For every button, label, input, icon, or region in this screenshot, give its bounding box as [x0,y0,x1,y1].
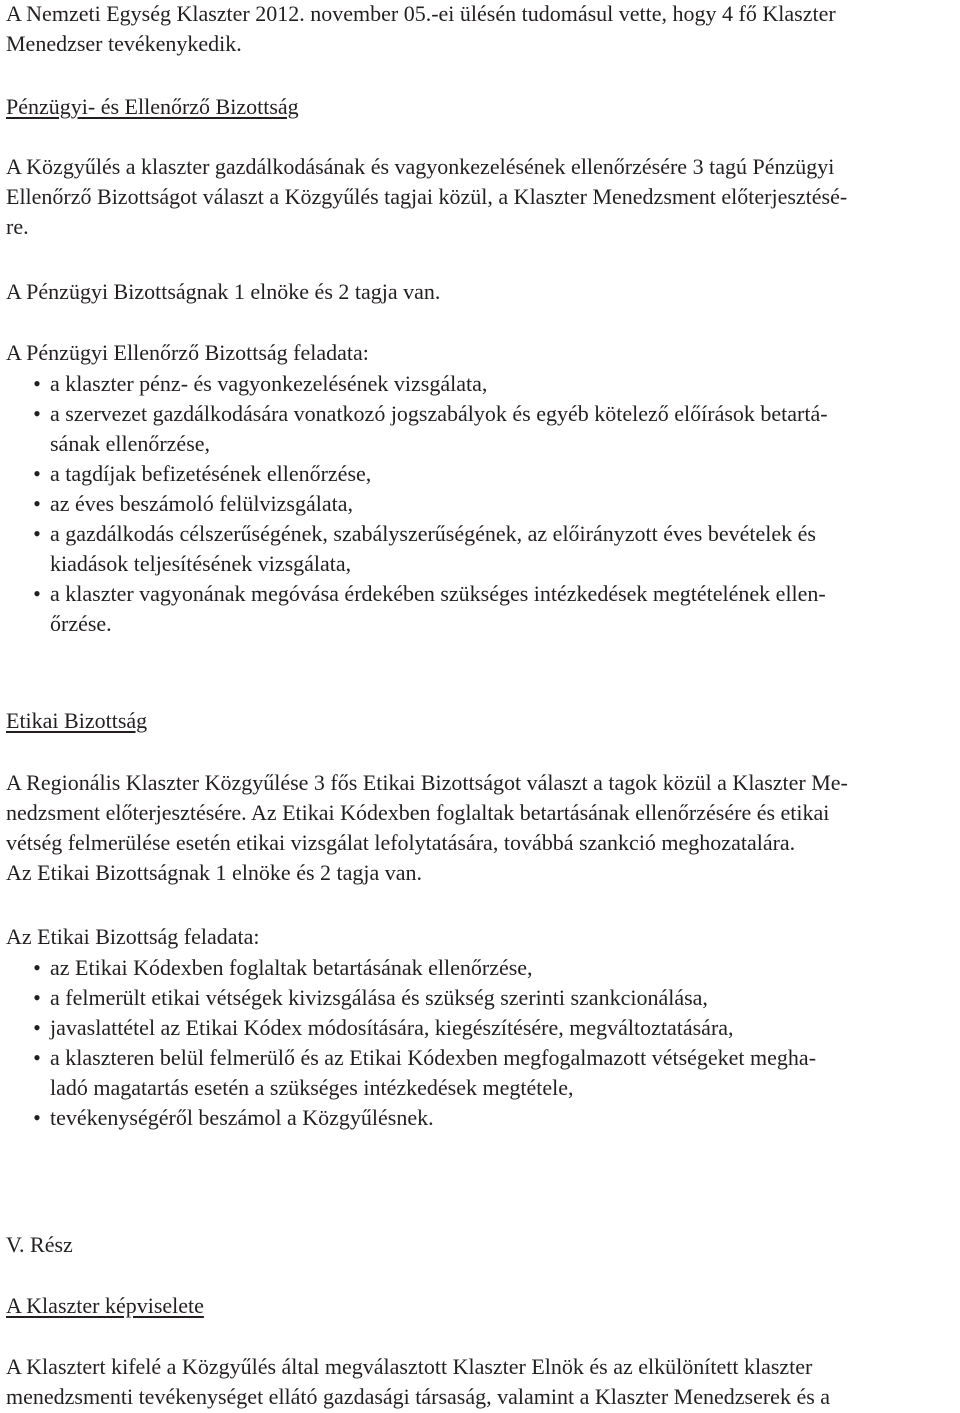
list-item-text: a klaszteren belül felmerülő és az Etikai Kódexben megfogalmazott vétségeket megha- [50,1045,817,1070]
bullet-icon: • [33,521,41,546]
penzugyi-tasks-title: A Pénzügyi Ellenőrző Bizottság feladata: [6,340,369,365]
section-heading-penzugyi: Pénzügyi- és Ellenőrző Bizottság [6,94,299,119]
intro-line-2: Menedzser tevékenykedik. [6,31,242,56]
penzugyi-paragraph-2: A Pénzügyi Bizottságnak 1 elnöke és 2 tagja van. [6,279,441,304]
bullet-icon: • [33,581,41,606]
list-item [6,983,950,1013]
list-item-text: a klaszter pénz- és vagyonkezelésének vizsgálata, [50,371,488,396]
bullet-icon: • [33,1105,41,1130]
etikai-para-line-3: vétség felmerülése esetén etikai vizsgálat lefolytatására, továbbá szankció meghozatalára. [6,830,796,855]
bullet-icon: • [33,371,41,396]
kepviselet-paragraph [6,1352,830,1412]
section-heading-etikai: Etikai Bizottság [6,708,148,733]
list-item [6,1103,950,1133]
bullet-icon: • [33,985,41,1010]
list-item-text: a klaszter vagyonának megóvása érdekében szükséges intézkedések megtételének ellen- [50,581,826,606]
kepviselet-para-line-2: menedzsmenti tevékenységet ellátó gazdasági társaság, valamint a Klaszter Menedzserek és a [6,1384,831,1409]
list-item [6,369,950,399]
list-item-text: kiadások teljesítésének vizsgálata, [50,551,352,576]
etikai-paragraph [6,768,848,888]
list-item-text: javaslattétel az Etikai Kódex módosítására, kiegészítésére, megváltoztatására, [50,1015,734,1040]
list-item-text: sának ellenőrzése, [50,431,211,456]
list-item-continuation [6,609,950,639]
bullet-icon: • [33,401,41,426]
list-item-continuation [6,549,950,579]
etikai-para-line-1: A Regionális Klaszter Közgyűlése 3 fős Etikai Bizottságot választ a tagok közül a Klaszter Me- [6,770,848,795]
etikai-task-list [6,953,950,1133]
etikai-para-line-4: Az Etikai Bizottságnak 1 elnöke és 2 tagja van. [6,860,423,885]
list-item-text: a felmerült etikai vétségek kivizsgálása és szükség szerinti szankcionálása, [50,985,708,1010]
penzugyi-task-list [6,369,950,639]
penzugyi-para1-line-3: re. [6,214,29,239]
list-item-text: az Etikai Kódexben foglaltak betartásának ellenőrzése, [50,955,533,980]
list-item [6,953,950,983]
list-item-continuation [6,429,950,459]
penzugyi-paragraph-1 [6,152,847,242]
list-item [6,399,950,429]
intro-line-1: A Nemzeti Egység Klaszter 2012. november 05.-ei ülésén tudomásul vette, hogy 4 fő Klaszter [6,1,836,26]
penzugyi-para1-line-2: Ellenőrző Bizottságot választ a Közgyűlés tagjai közül, a Klaszter Menedzsment előterjesztésé- [6,184,848,209]
list-item-text: az éves beszámoló felülvizsgálata, [50,491,353,516]
part-title: V. Rész [6,1232,73,1257]
list-item-continuation [6,1073,950,1103]
list-item-text: ladó magatartás esetén a szükséges intézkedések megtétele, [50,1075,574,1100]
list-item [6,1013,950,1043]
bullet-icon: • [33,955,41,980]
intro-paragraph [6,0,836,59]
bullet-icon: • [33,461,41,486]
list-item-text: őrzése. [50,611,112,636]
kepviselet-para-line-1: A Klasztert kifelé a Közgyűlés által megválasztott Klaszter Elnök és az elkülönített klaszter [6,1354,813,1379]
bullet-icon: • [33,1045,41,1070]
section-heading-kepviselet: A Klaszter képviselete [6,1293,204,1318]
list-item-text: a gazdálkodás célszerűségének, szabályszerűségének, az előirányzott éves bevételek és [50,521,816,546]
list-item [6,1043,950,1073]
bullet-icon: • [33,1015,41,1040]
penzugyi-para1-line-1: A Közgyűlés a klaszter gazdálkodásának és vagyonkezelésének ellenőrzésére 3 tagú Pénzügyi [6,154,835,179]
etikai-para-line-2: nedzsment előterjesztésére. Az Etikai Kódexben foglaltak betartásának ellenőrzésére és etikai [6,800,830,825]
list-item-text: a tagdíjak befizetésének ellenőrzése, [50,461,372,486]
bullet-icon: • [33,491,41,516]
list-item [6,489,950,519]
list-item [6,519,950,549]
list-item [6,459,950,489]
etikai-tasks-title: Az Etikai Bizottság feladata: [6,924,260,949]
list-item-text: tevékenységéről beszámol a Közgyűlésnek. [50,1105,434,1130]
list-item-text: a szervezet gazdálkodására vonatkozó jogszabályok és egyéb kötelező előírások betartá- [50,401,828,426]
list-item [6,579,950,609]
